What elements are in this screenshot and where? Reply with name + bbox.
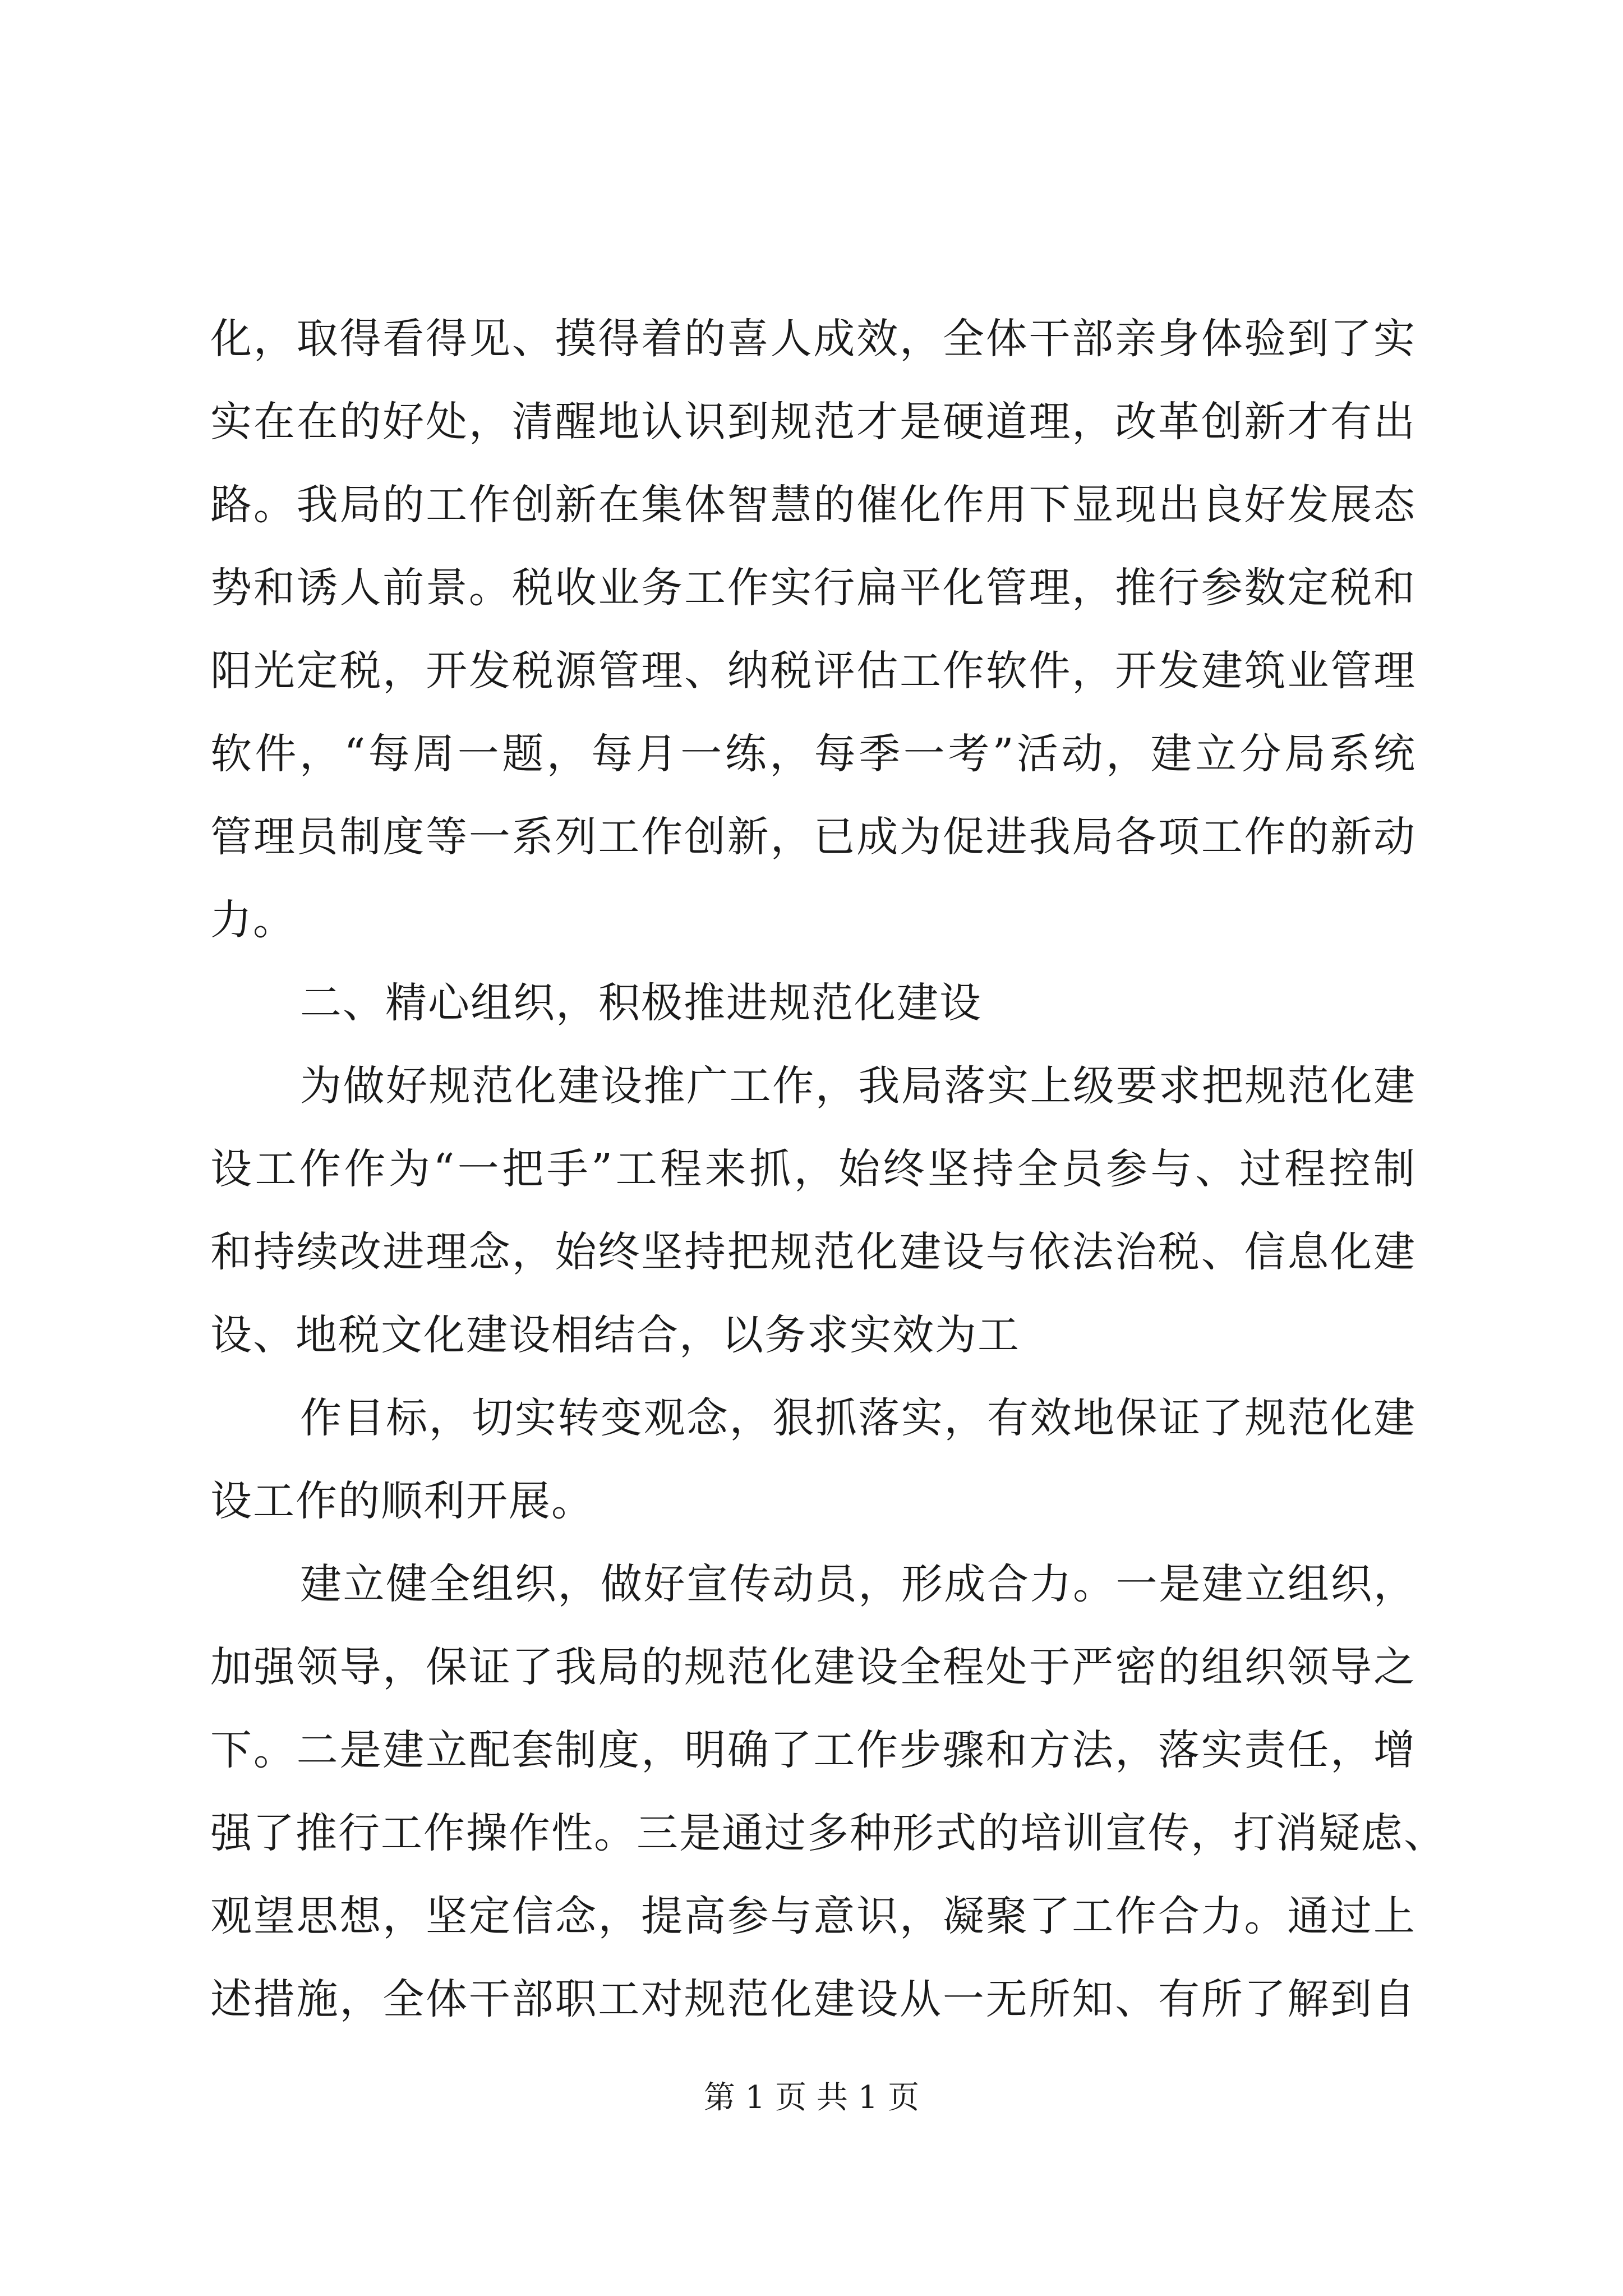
text-line: 和持续改进理念，始终坚持把规范化建设与依法治税、信息化建 <box>210 1228 1416 1276</box>
text-line: 阳光定税，开发税源管理、纳税评估工作软件，开发建筑业管理 <box>210 647 1416 695</box>
text-line: 建立健全组织，做好宣传动员，形成合力。一是建立组织， <box>300 1560 1416 1608</box>
section-heading: 二、精心组织，积极推进规范化建设 <box>300 979 982 1027</box>
document-body <box>210 297 1446 2041</box>
page-number-footer: 第 1 页 共 1 页 <box>703 2079 920 2116</box>
text-line: 路。我局的工作创新在集体智慧的催化作用下显现出良好发展态 <box>210 481 1416 529</box>
text-line: 加强领导，保证了我局的规范化建设全程处于严密的组织领导之 <box>210 1643 1416 1691</box>
text-line: 述措施，全体干部职工对规范化建设从一无所知、有所了解到自 <box>210 1975 1416 2023</box>
text-line: 设工作作为“一把手”工程来抓，始终坚持全员参与、过程控制 <box>210 1145 1416 1193</box>
text-line: 力。 <box>210 896 296 944</box>
text-line: 为做好规范化建设推广工作，我局落实上级要求把规范化建 <box>300 1062 1416 1110</box>
text-line: 化，取得看得见、摸得着的喜人成效，全体干部亲身体验到了实 <box>210 315 1416 363</box>
text-line: 设工作的顺利开展。 <box>210 1477 594 1525</box>
text-line: 管理员制度等一系列工作创新，已成为促进我局各项工作的新动 <box>210 813 1416 861</box>
text-line: 观望思想，坚定信念，提高参与意识，凝聚了工作合力。通过上 <box>210 1892 1416 1940</box>
text-line: 实在在的好处，清醒地认识到规范才是硬道理，改革创新才有出 <box>210 398 1416 446</box>
text-line: 强了推行工作操作性。三是通过多种形式的培训宣传，打消疑虑、 <box>210 1809 1446 1857</box>
text-line: 设、地税文化建设相结合，以务求实效为工 <box>210 1311 1020 1359</box>
text-line: 作目标，切实转变观念，狠抓落实，有效地保证了规范化建 <box>300 1394 1416 1442</box>
text-line: 软件，“每周一题，每月一练，每季一考”活动，建立分局系统 <box>210 730 1416 778</box>
text-line: 势和诱人前景。税收业务工作实行扁平化管理，推行参数定税和 <box>210 564 1416 612</box>
text-line: 下。二是建立配套制度，明确了工作步骤和方法，落实责任，增 <box>210 1726 1416 1774</box>
